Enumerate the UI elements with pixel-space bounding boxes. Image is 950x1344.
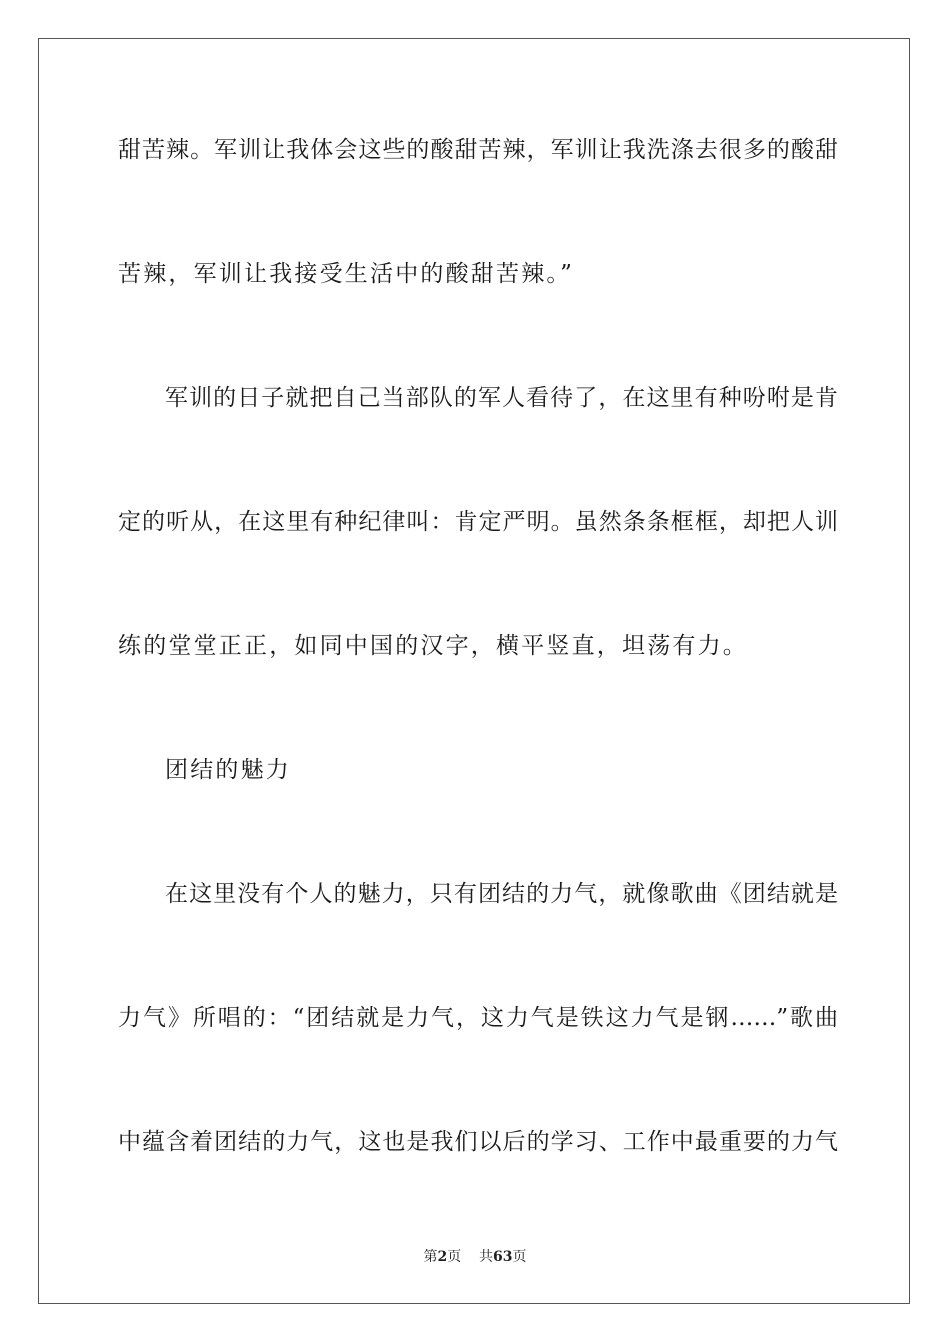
text-line-8: 力气》所唱的：“团结就是力气，这力气是铁这力气是钢……”歌曲	[118, 1005, 838, 1031]
footer-page-current: 2	[437, 1249, 448, 1265]
text-line-4: 定的听从，在这里有种纪律叫：肯定严明。虽然条条框框，却把人训	[118, 509, 838, 535]
text-line-5: 练的堂堂正正，如同中国的汉字，横平竖直，坦荡有力。	[118, 633, 748, 659]
footer-total-suffix: 页	[512, 1249, 527, 1265]
text-line-3: 军训的日子就把自己当部队的军人看待了，在这里有种吩咐是肯	[165, 385, 838, 411]
section-heading: 团结的魅力	[165, 757, 291, 783]
footer-page-prefix: 第	[423, 1249, 438, 1265]
text-line-1: 甜苦辣。军训让我体会这些的酸甜苦辣，军训让我洗涤去很多的酸甜	[118, 137, 838, 163]
page-border	[38, 38, 910, 1304]
footer-page-suffix: 页	[447, 1249, 462, 1265]
text-line-9: 中蕴含着团结的力气，这也是我们以后的学习、工作中最重要的力气	[118, 1129, 838, 1155]
footer-page-total: 63	[493, 1249, 513, 1265]
page-footer	[0, 1248, 950, 1266]
text-line-2: 苦辣，军训让我接受生活中的酸甜苦辣。”	[118, 261, 575, 287]
text-line-7: 在这里没有个人的魅力，只有团结的力气，就像歌曲《团结就是	[165, 881, 838, 907]
footer-total-prefix: 共	[479, 1249, 494, 1265]
